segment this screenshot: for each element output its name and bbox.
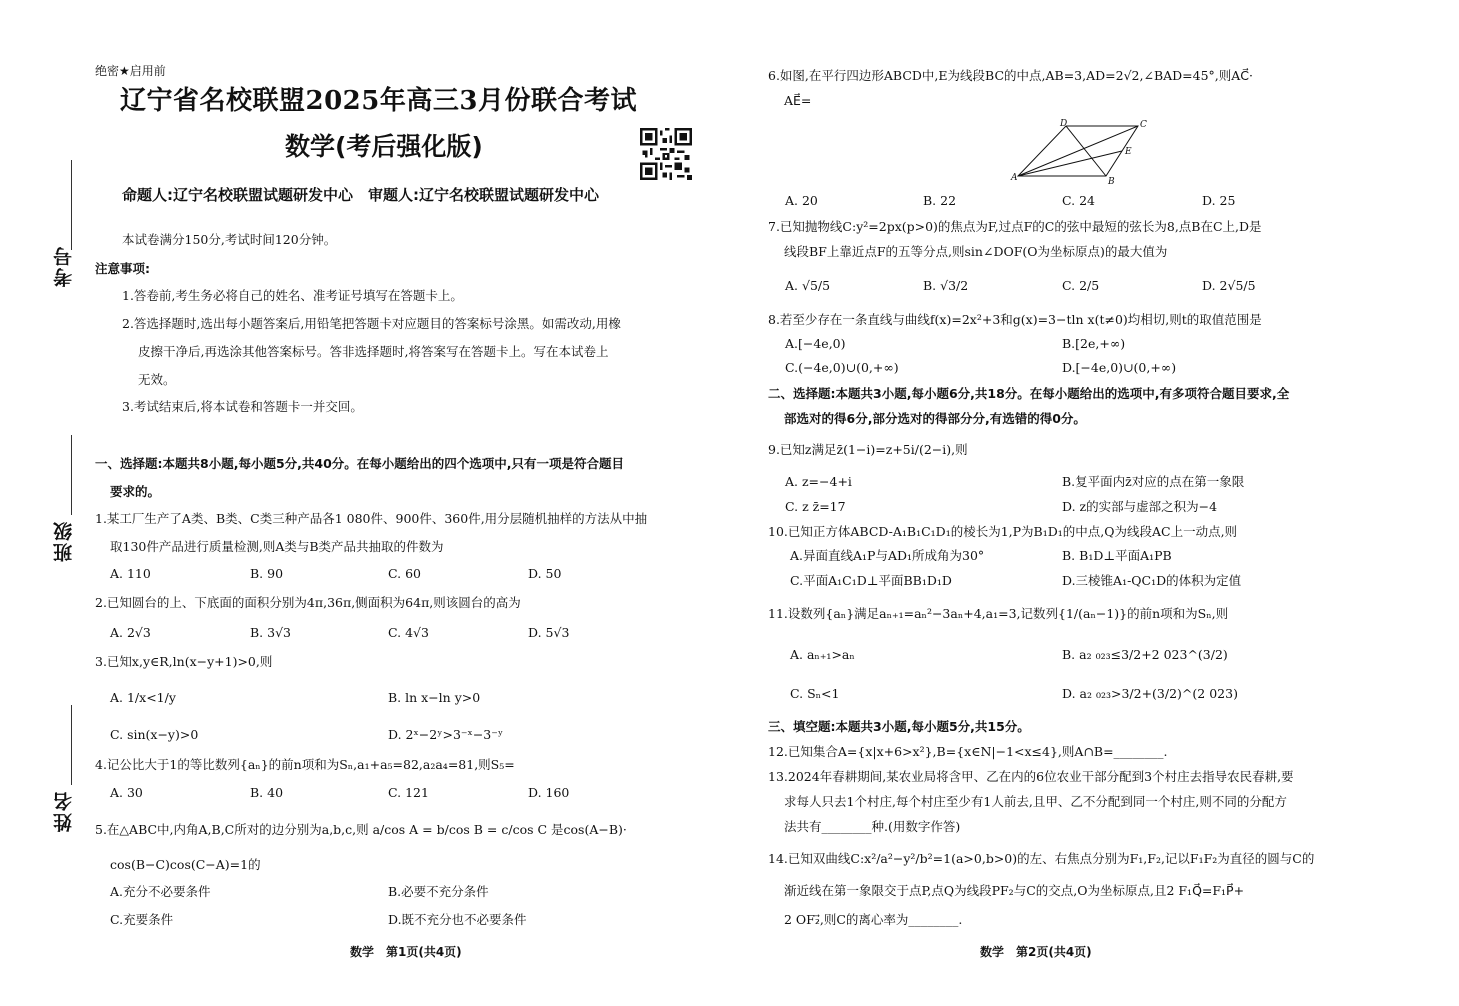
q7-stem-cont: 线段BF上靠近点F的五等分点,则sin∠DOF(O为坐标原点)的最大值为 — [784, 244, 1168, 259]
q11-option-a: A. aₙ₊₁>aₙ — [790, 647, 855, 662]
q8-option-c: C.(−4e,0)∪(0,+∞) — [785, 360, 899, 375]
section-2-heading: 二、选择题:本题共3小题,每小题6分,共18分。在每小题给出的选项中,有多项符合题目要求,全 — [768, 386, 1290, 401]
section-2-heading-cont: 部选对的得6分,部分选对的得部分分,有选错的得0分。 — [784, 411, 1086, 426]
label-e: E — [1125, 147, 1132, 157]
diagonal-bd — [1066, 126, 1106, 176]
q9-option-a: A. z=−4+i — [785, 474, 852, 489]
q1-option-b: B. 90 — [250, 566, 284, 581]
q3-option-c: C. sin(x−y)>0 — [110, 727, 199, 742]
exam-no-label: 考号 — [53, 245, 75, 287]
q10-option-c: C.平面A₁C₁D⊥平面BB₁D₁D — [790, 573, 952, 588]
q7-option-d: D. 2√5/5 — [1202, 278, 1256, 293]
q8-option-b: B.[2e,+∞) — [1062, 336, 1126, 351]
q2-stem: 2.已知圆台的上、下底面的面积分别为4π,36π,侧面积为64π,则该圆台的高为 — [95, 595, 521, 610]
q10-option-a: A.异面直线A₁P与AD₁所成角为30° — [790, 548, 985, 563]
q5-option-a: A.充分不必要条件 — [110, 884, 211, 899]
q6-option-b: B. 22 — [923, 193, 957, 208]
qr-code — [640, 128, 692, 180]
q12-stem: 12.已知集合A={x|x+6>x²},B={x∈N|−1<x≤4},则A∩B=________. — [768, 744, 1168, 759]
q3-option-d: D. 2ˣ−2ʸ>3⁻ˣ−3⁻ʸ — [388, 727, 504, 742]
q9-option-c: C. z z̄=17 — [785, 499, 846, 514]
q7-option-a: A. √5/5 — [785, 278, 831, 293]
class-label: 班级 — [53, 520, 75, 562]
q5-stem-cont: cos(B−C)cos(C−A)=1的 — [110, 857, 261, 872]
q3-option-a: A. 1/x<1/y — [110, 690, 176, 705]
q8-option-a: A.[−4e,0) — [785, 336, 846, 351]
q11-option-d: D. a₂ ₀₂₃>3/2+(3/2)^(2 023) — [1062, 686, 1238, 701]
label-c: C — [1140, 120, 1147, 130]
q6-option-a: A. 20 — [785, 193, 818, 208]
page-footer-right: 数学 第2页(共4页) — [980, 945, 1092, 959]
q8-option-d: D.[−4e,0)∪(0,+∞) — [1062, 360, 1177, 375]
q2-option-a: A. 2√3 — [110, 625, 151, 640]
q4-option-c: C. 121 — [388, 785, 429, 800]
section-1-heading: 一、选择题:本题共8小题,每小题5分,共40分。在每小题给出的四个选项中,只有一项是符合题目 — [95, 456, 625, 471]
q6-stem-cont: AE⃗= — [784, 93, 812, 108]
q5-option-d: D.既不充分也不必要条件 — [388, 912, 527, 927]
q8-stem: 8.若至少存在一条直线与曲线f(x)=2x²+3和g(x)=3−tln x(t≠0)均相切,则t的取值范围是 — [768, 312, 1262, 327]
binding-line — [71, 435, 72, 515]
note-2: 2.答选择题时,选出每小题答案后,用铅笔把答题卡对应题目的答案标号涂黑。如需改动,用橡 — [122, 316, 621, 331]
q14-stem-end: 2 OF₂⃗,则C的离心率为________. — [784, 912, 963, 927]
binding-line — [71, 160, 72, 250]
q11-stem: 11.设数列{aₙ}满足aₙ₊₁=aₙ²−3aₙ+4,a₁=3,记数列{1/(aₙ−1)}的前n项和为Sₙ,则 — [768, 606, 1229, 621]
q13-stem-end: 法共有________种.(用数字作答) — [784, 819, 961, 834]
label-b: B — [1108, 177, 1115, 187]
q2-option-b: B. 3√3 — [250, 625, 292, 640]
label-d: D — [1060, 119, 1068, 129]
q2-option-d: D. 5√3 — [528, 625, 570, 640]
q9-stem: 9.已知z满足z̄(1−i)=z+5i/(2−i),则 — [768, 442, 968, 457]
subject-title: 数学(考后强化版) — [285, 132, 483, 161]
q11-option-b: B. a₂ ₀₂₃≤3/2+2 023^(3/2) — [1062, 647, 1228, 662]
q3-option-b: B. ln x−ln y>0 — [388, 690, 481, 705]
secret-label: 绝密★启用前 — [95, 64, 166, 78]
q1-stem-cont: 取130件产品进行质量检测,则A类与B类产品共抽取的件数为 — [110, 539, 444, 554]
q4-option-b: B. 40 — [250, 785, 284, 800]
note-2-cont: 皮擦干净后,再选涂其他答案标号。答非选择题时,将答案写在答题卡上。写在本试卷上 — [138, 344, 609, 359]
q6-option-c: C. 24 — [1062, 193, 1095, 208]
note-3: 3.考试结束后,将本试卷和答题卡一并交回。 — [122, 399, 363, 414]
binding-line — [71, 705, 72, 785]
q10-option-b: B. B₁D⊥平面A₁PB — [1062, 548, 1172, 563]
q13-stem: 13.2024年春耕期间,某农业局将含甲、乙在内的6位农业干部分配到3个村庄去指导农民春耕,要 — [768, 769, 1294, 784]
q6-option-d: D. 25 — [1202, 193, 1236, 208]
q11-option-c: C. Sₙ<1 — [790, 686, 840, 701]
q9-option-b: B.复平面内z̄对应的点在第一象限 — [1062, 474, 1245, 489]
q1-stem: 1.某工厂生产了A类、B类、C类三种产品各1 080件、900件、360件,用分层随机抽样的方法从中抽 — [95, 511, 648, 526]
q5-option-b: B.必要不充分条件 — [388, 884, 489, 899]
note-1: 1.答卷前,考生务必将自己的姓名、准考证号填写在答题卡上。 — [122, 288, 463, 303]
q7-option-c: C. 2/5 — [1062, 278, 1100, 293]
q14-stem: 14.已知双曲线C:x²/a²−y²/b²=1(a>0,b>0)的左、右焦点分别为F₁,F₂,记以F₁F₂为直径的圆与C的 — [768, 851, 1315, 866]
name-label: 姓名 — [53, 790, 75, 832]
q6-stem: 6.如图,在平行四边形ABCD中,E为线段BC的中点,AB=3,AD=2√2,∠BAD=45°,则AC⃗· — [768, 68, 1254, 83]
q4-stem: 4.记公比大于1的等比数列{aₙ}的前n项和为Sₙ,a₁+a₅=82,a₂a₄=81,则S₅= — [95, 757, 515, 772]
section-1-heading-cont: 要求的。 — [110, 484, 161, 499]
q1-option-a: A. 110 — [110, 566, 151, 581]
q14-stem-cont: 渐近线在第一象限交于点P,点Q为线段PF₂与C的交点,O为坐标原点,且2 F₁Q⃗=F₁P⃗+ — [784, 883, 1245, 898]
q7-option-b: B. √3/2 — [923, 278, 969, 293]
q7-stem: 7.已知抛物线C:y²=2px(p>0)的焦点为F,过点F的C的弦中最短的弦长为8,点B在C上,D是 — [768, 219, 1262, 234]
q3-stem: 3.已知x,y∈R,ln(x−y+1)>0,则 — [95, 654, 273, 669]
q5-stem: 5.在△ABC中,内角A,B,C所对的边分别为a,b,c,则 a/cos A = b/cos B = c/cos C 是cos(A−B)· — [95, 822, 627, 837]
q4-option-a: A. 30 — [110, 785, 143, 800]
q4-option-d: D. 160 — [528, 785, 570, 800]
q10-stem: 10.已知正方体ABCD-A₁B₁C₁D₁的棱长为1,P为B₁D₁的中点,Q为线段AC上一动点,则 — [768, 524, 1238, 539]
parallelogram-figure — [1010, 118, 1150, 188]
authors-line: 命题人:辽宁名校联盟试题研发中心 审题人:辽宁名校联盟试题研发中心 — [122, 186, 600, 204]
q10-option-d: D.三棱锥A₁-QC₁D的体积为定值 — [1062, 573, 1242, 588]
q1-option-d: D. 50 — [528, 566, 562, 581]
q1-option-c: C. 60 — [388, 566, 421, 581]
q13-stem-cont: 求每人只去1个村庄,每个村庄至少有1人前去,且甲、乙不分配到同一个村庄,则不同的分配方 — [784, 794, 1287, 809]
exam-title: 辽宁省名校联盟2025年高三3月份联合考试 — [120, 86, 637, 116]
q9-option-d: D. z的实部与虚部之积为−4 — [1062, 499, 1218, 514]
notes-title: 注意事项: — [95, 261, 150, 276]
section-3-heading: 三、填空题:本题共3小题,每小题5分,共15分。 — [768, 719, 1030, 734]
score-time: 本试卷满分150分,考试时间120分钟。 — [122, 232, 337, 247]
label-a: A — [1011, 173, 1018, 183]
q2-option-c: C. 4√3 — [388, 625, 429, 640]
note-2-end: 无效。 — [138, 372, 176, 387]
page-footer-left: 数学 第1页(共4页) — [350, 945, 462, 959]
q5-option-c: C.充要条件 — [110, 912, 174, 927]
